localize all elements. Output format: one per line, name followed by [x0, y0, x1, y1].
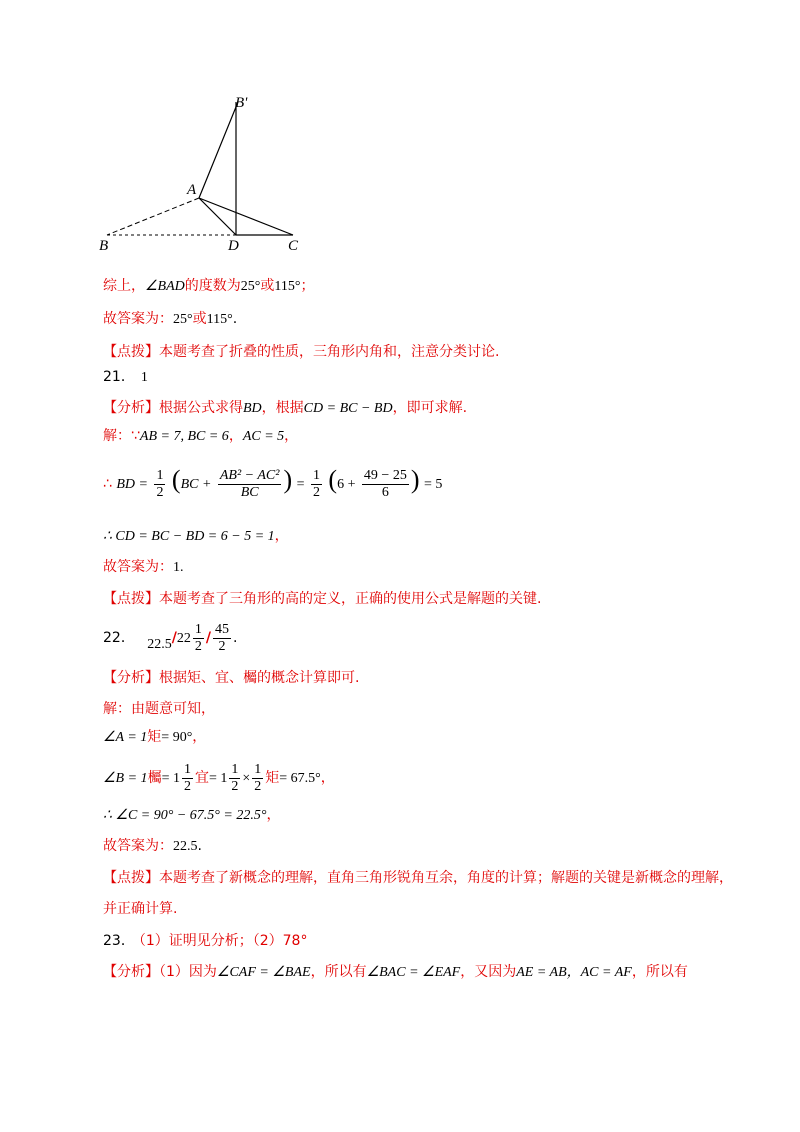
q21-given: 解：∵AB = 7, BC = 6，AC = 5，: [103, 428, 299, 444]
label-a: A: [187, 182, 197, 198]
q21-analysis: 【分析】根据公式求得BD，根据CD = BC − BD，即可求解.: [103, 400, 468, 416]
q22-tip: 【点拨】本题考查了新概念的理解，直角三角形锐角互余，角度的计算；解题的关键是新概念的理解，: [103, 870, 733, 886]
q21-cd-line: ∴ CD = BC − BD = 6 − 5 = 1，: [103, 528, 289, 544]
q22-tip-cont: 并正确计算.: [103, 901, 178, 917]
segment-a-d: [199, 198, 236, 235]
q22-angle-c: ∴ ∠C = 90° − 67.5° = 22.5°，: [103, 807, 281, 823]
q23-header: 23． （1）证明见分析；（2）78°: [103, 933, 308, 949]
q22-answer: 故答案为：22.5.: [103, 838, 202, 854]
q21-header: 21． 1: [103, 369, 148, 385]
label-b-prime: B': [235, 95, 248, 111]
label-d: D: [228, 238, 239, 254]
q20-answer: 故答案为：25°或115°.: [103, 311, 238, 327]
q22-angle-b: ∠B = 1欘= 1 $\frac{1}{2}$ 宜= 1 $\frac{1}{2}$ × $\frac{1}{2}$ 矩= 67.5°，: [103, 761, 335, 794]
q21-answer: 故答案为：1.: [103, 559, 184, 575]
geometry-figure: [95, 90, 325, 255]
q22-analysis: 【分析】根据矩、宜、欘的概念计算即可.: [103, 670, 360, 686]
label-c: C: [288, 238, 299, 254]
q22-angle-a: ∠A = 1矩= 90°，: [103, 729, 207, 745]
q23-analysis: 【分析】（1）因为∠CAF = ∠BAE，所以有∠BAC = ∠EAF，又因为AE = AB，AC = AF，所以有: [103, 964, 688, 980]
segment-a-c: [199, 198, 293, 235]
q22-solve: 解：由题意可知，: [103, 701, 215, 717]
segment-a-bprime: [199, 102, 238, 198]
dashed-a-b: [107, 198, 199, 235]
q21-bd-equation: ∴ BD = $\frac{1}{2}$ (BC + $\frac{\text{AB² − AC²}}{BC}$ ) = $\frac{1}{2}$ (6 + $\frac{49 - 25}{6}$ ) = 5: [103, 465, 443, 500]
q21-tip: 【点拨】本题考查了三角形的高的定义，正确的使用公式是解题的关键.: [103, 591, 542, 607]
label-b: B: [99, 238, 109, 254]
q20-tip: 【点拨】本题考查了折叠的性质，三角形内角和，注意分类讨论.: [103, 344, 500, 360]
q20-summary: 综上，∠BAD的度数为25°或115°；: [103, 278, 315, 294]
q22-header: 22． 22.5/22 $\frac{1}{2}$ / $\frac{45}{2}$ .: [103, 621, 238, 654]
